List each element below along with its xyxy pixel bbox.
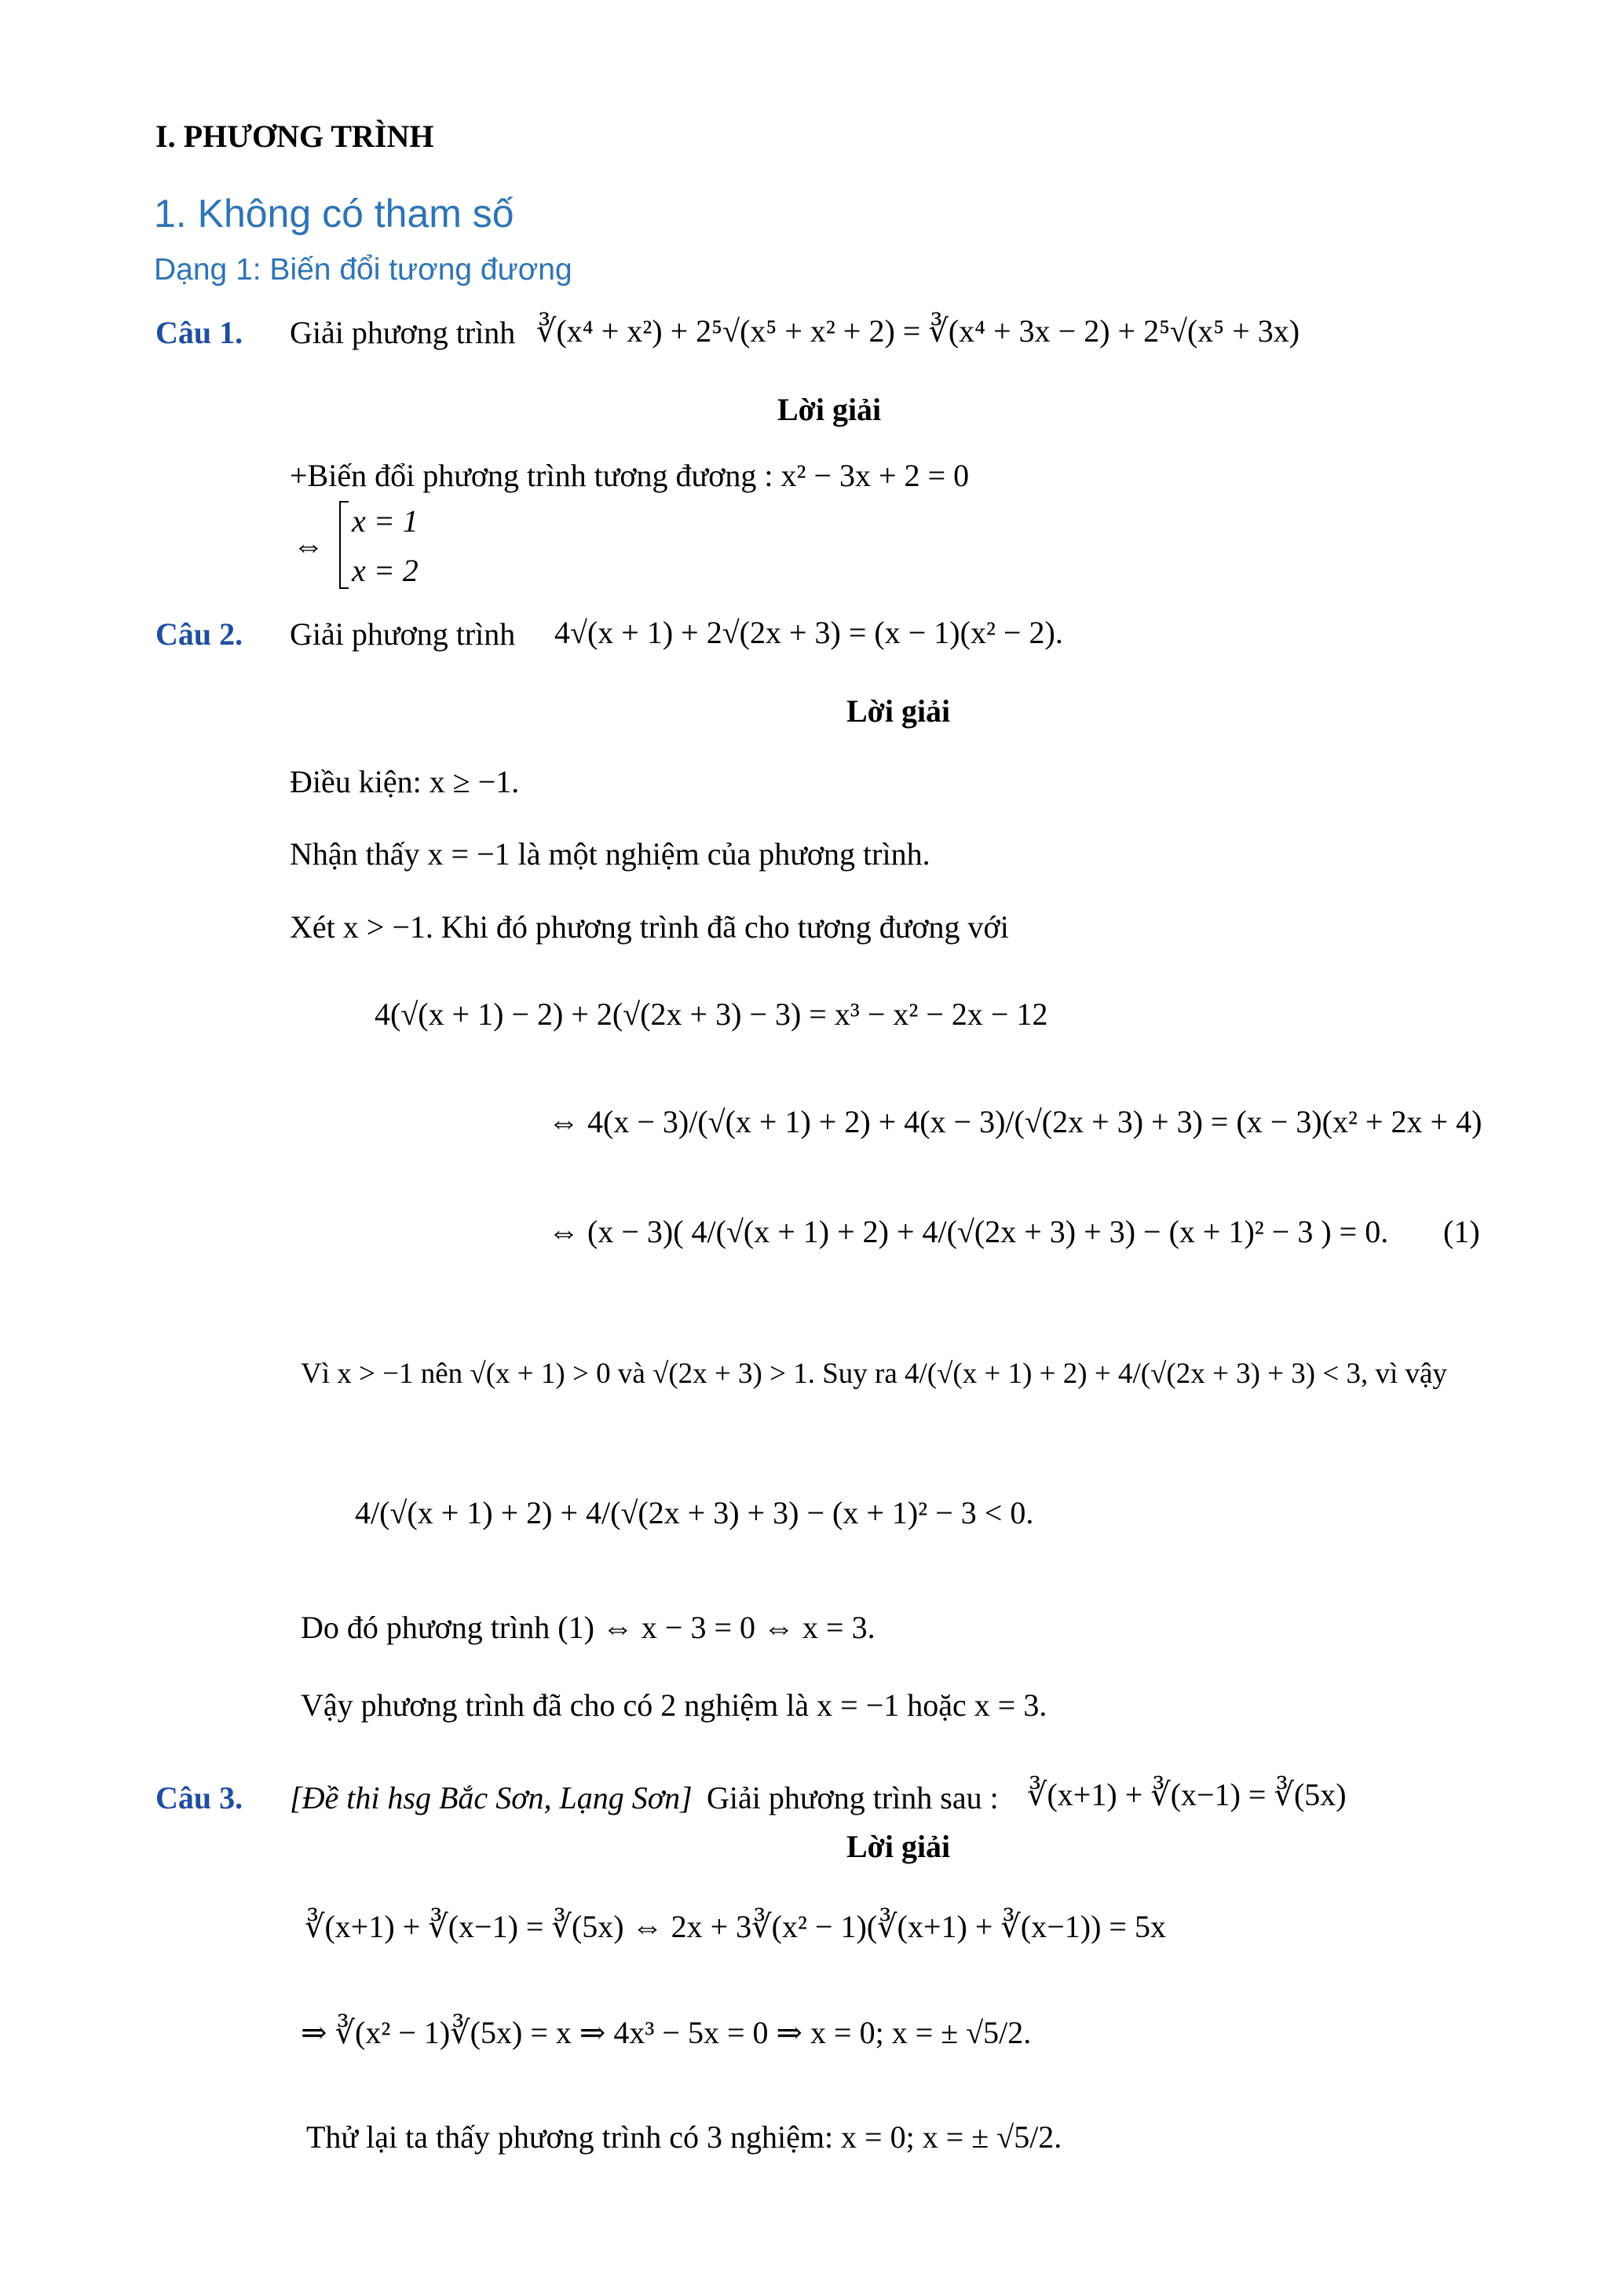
solution-x1: x = 1 <box>352 503 419 539</box>
question-2-label: Câu 2. <box>155 616 243 652</box>
question-3-line-1: ∛(x+1) + ∛(x−1) = ∛(5x) ⇔ 2x + 3∛(x² − 1)(∛(x+1) + ∛(x−1)) = 5x <box>305 1909 1166 1944</box>
question-3-equation: ∛(x+1) + ∛(x−1) = ∛(5x) <box>1027 1777 1347 1812</box>
question-2-line-5: ⇔ 4(x − 3)/(√(x + 1) + 2) + 4(x − 3)/(√(2x + 3) + 3) = (x − 3)(x² + 2x + 4) <box>548 1104 1482 1139</box>
question-2-line-6: ⇔ (x − 3)( 4/(√(x + 1) + 2) + 4/(√(2x + 3) + 3) − (x + 1)² − 3 ) = 0. <box>548 1214 1389 1249</box>
question-2-line-4: 4(√(x + 1) − 2) + 2(√(2x + 3) − 3) = x³ − x² − 2x − 12 <box>375 996 1048 1032</box>
equivalence-symbol: ⇔ <box>293 528 324 563</box>
question-3-solution-title: Lời giải <box>846 1829 951 1864</box>
question-1-solution-title: Lời giải <box>777 392 882 427</box>
question-2-line-9: Do đó phương trình (1) ⇔ x − 3 = 0 ⇔ x = 3. <box>301 1610 875 1645</box>
equation-number: (1) <box>1443 1214 1480 1249</box>
question-2-equation: 4√(x + 1) + 2√(2x + 3) = (x − 1)(x² − 2). <box>554 615 1063 650</box>
question-3-line-2: ⇒ ∛(x² − 1)∛(5x) = x ⇒ 4x³ − 5x = 0 ⇒ x = 0; x = ± √5/2. <box>301 2015 1032 2050</box>
question-3-source: [Đề thi hsg Bắc Sơn, Lạng Sơn] <box>290 1780 693 1815</box>
question-2-line-10: Vậy phương trình đã cho có 2 nghiệm là x = −1 hoặc x = 3. <box>301 1687 1047 1723</box>
question-1-line-1: +Biến đổi phương trình tương đương : x² − 3x + 2 = 0 <box>290 458 970 493</box>
question-2-line-3: Xét x > −1. Khi đó phương trình đã cho tương đương với <box>290 909 1009 945</box>
question-2-solution-title: Lời giải <box>846 693 951 729</box>
question-3-line-3: Thử lại ta thấy phương trình có 3 nghiệm: x = 0; x = ± √5/2. <box>306 2119 1062 2155</box>
question-2-line-1: Điều kiện: x ≥ −1. <box>290 764 520 799</box>
solution-bracket <box>339 501 349 589</box>
question-2-text: Giải phương trình <box>290 616 516 652</box>
question-3-text: Giải phương trình sau : <box>707 1780 999 1815</box>
solution-x2: x = 2 <box>352 553 419 588</box>
heading-1: 1. Không có tham số <box>154 192 514 236</box>
question-2-line-2: Nhận thấy x = −1 là một nghiệm của phương trình. <box>290 836 930 872</box>
question-2-line-8: 4/(√(x + 1) + 2) + 4/(√(2x + 3) + 3) − (x + 1)² − 3 < 0. <box>355 1495 1034 1530</box>
question-1-label: Câu 1. <box>155 315 243 350</box>
question-1-text: Giải phương trình <box>290 315 516 350</box>
heading-2: Dạng 1: Biến đổi tương đương <box>154 253 572 287</box>
question-3-label: Câu 3. <box>155 1780 243 1815</box>
section-title: I. PHƯƠNG TRÌNH <box>155 119 434 154</box>
question-2-line-7: Vì x > −1 nên √(x + 1) > 0 và √(2x + 3) > 1. Suy ra 4/(√(x + 1) + 2) + 4/(√(2x + 3) + 3) < 3, vì vậy <box>301 1358 1447 1390</box>
question-1-equation: ∛(x⁴ + x²) + 2⁵√(x⁵ + x² + 2) = ∛(x⁴ + 3x − 2) + 2⁵√(x⁵ + 3x) <box>536 313 1300 349</box>
